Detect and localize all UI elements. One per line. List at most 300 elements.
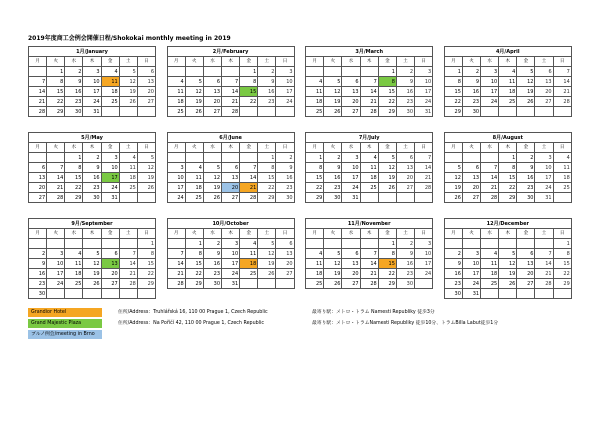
weekday-header: 日 xyxy=(276,229,294,239)
day-cell: 1 xyxy=(65,153,83,163)
day-cell: 8 xyxy=(499,163,517,173)
day-cell: 20 xyxy=(203,97,221,107)
weekday-header: 日 xyxy=(276,57,294,67)
day-cell: 25 xyxy=(167,107,185,117)
day-cell: 23 xyxy=(517,183,535,193)
day-cell: 8 xyxy=(553,249,571,259)
month-calendar xyxy=(444,218,572,299)
day-cell: 5 xyxy=(119,67,137,77)
day-cell: 21 xyxy=(415,173,433,183)
weekday-header: 木 xyxy=(499,57,517,67)
day-cell: 6 xyxy=(342,249,360,259)
day-cell: 18 xyxy=(499,87,517,97)
day-cell: 6 xyxy=(29,163,47,173)
day-cell: 3 xyxy=(276,67,294,77)
weekday-header: 木 xyxy=(499,229,517,239)
day-cell: 17 xyxy=(167,183,185,193)
month-calendar xyxy=(28,46,156,117)
day-cell: 4 xyxy=(119,153,137,163)
day-cell: 6 xyxy=(535,67,553,77)
day-cell: 9 xyxy=(203,249,221,259)
legend-address: 住所/Address：Truhlářská 16, 110 00 Prague 1, Czech Republic xyxy=(118,310,268,315)
weekday-header: 月 xyxy=(167,229,185,239)
day-cell: 4 xyxy=(240,239,258,249)
day-cell: 8 xyxy=(258,163,276,173)
weekday-header: 金 xyxy=(378,143,396,153)
day-cell: 1 xyxy=(378,239,396,249)
empty-cell xyxy=(499,289,517,299)
day-cell: 15 xyxy=(185,259,203,269)
weekday-header: 金 xyxy=(101,143,119,153)
day-cell: 20 xyxy=(29,183,47,193)
day-cell: 4 xyxy=(185,163,203,173)
page-title: 2019年度商工会例会開催日程/Shokokai monthly meeting in 2019 xyxy=(28,35,231,42)
month-calendar xyxy=(167,46,295,117)
day-cell: 22 xyxy=(240,97,258,107)
empty-cell xyxy=(137,107,155,117)
day-cell: 14 xyxy=(29,87,47,97)
day-cell: 15 xyxy=(306,173,324,183)
month-title: 10月/October xyxy=(167,219,294,229)
day-cell: 5 xyxy=(499,249,517,259)
empty-cell xyxy=(240,279,258,289)
day-cell: 22 xyxy=(378,269,396,279)
weekday-header: 月 xyxy=(444,143,462,153)
day-cell: 12 xyxy=(378,163,396,173)
legend-name: ブルノ例会/meeting in Brno xyxy=(31,332,95,337)
weekday-header: 月 xyxy=(306,57,324,67)
day-cell: 24 xyxy=(47,279,65,289)
day-cell: 21 xyxy=(553,87,571,97)
empty-cell xyxy=(240,153,258,163)
day-cell: 6 xyxy=(101,249,119,259)
weekday-header: 火 xyxy=(185,57,203,67)
day-cell: 5 xyxy=(137,153,155,163)
weekday-header: 土 xyxy=(258,57,276,67)
day-cell: 7 xyxy=(360,249,378,259)
weekday-header: 火 xyxy=(185,143,203,153)
empty-cell xyxy=(47,239,65,249)
month-calendar xyxy=(28,132,156,203)
legend-access: 最寄り駅：メトロ・トラム Namesti Republiky 徒歩3分 xyxy=(312,310,435,315)
day-cell: 9 xyxy=(444,259,462,269)
weekday-header: 木 xyxy=(222,229,240,239)
day-cell: 26 xyxy=(378,183,396,193)
day-cell: 27 xyxy=(342,107,360,117)
weekday-header: 木 xyxy=(360,57,378,67)
day-cell: 11 xyxy=(240,249,258,259)
month-title: 9月/September xyxy=(29,219,156,229)
day-cell: 14 xyxy=(535,259,553,269)
meeting-day-cell: 21 xyxy=(240,183,258,193)
month-calendar xyxy=(305,132,433,203)
weekday-header: 水 xyxy=(203,143,221,153)
legend-row xyxy=(28,318,572,329)
weekday-header: 金 xyxy=(101,229,119,239)
day-cell: 29 xyxy=(47,107,65,117)
month-title: 4月/April xyxy=(444,47,571,57)
weekday-header: 土 xyxy=(535,229,553,239)
day-cell: 14 xyxy=(360,259,378,269)
day-cell: 24 xyxy=(535,183,553,193)
day-cell: 6 xyxy=(517,249,535,259)
day-cell: 19 xyxy=(444,183,462,193)
day-cell: 7 xyxy=(29,77,47,87)
day-cell: 17 xyxy=(342,173,360,183)
weekday-header: 日 xyxy=(415,143,433,153)
day-cell: 1 xyxy=(553,239,571,249)
day-cell: 13 xyxy=(222,173,240,183)
empty-cell xyxy=(517,107,535,117)
day-cell: 31 xyxy=(535,193,553,203)
day-cell: 7 xyxy=(535,249,553,259)
day-cell: 23 xyxy=(396,97,414,107)
empty-cell xyxy=(83,289,101,299)
day-cell: 2 xyxy=(462,67,480,77)
day-cell: 25 xyxy=(119,183,137,193)
month-calendar xyxy=(167,132,295,203)
day-cell: 15 xyxy=(378,87,396,97)
day-cell: 16 xyxy=(65,87,83,97)
empty-cell xyxy=(481,153,499,163)
empty-cell xyxy=(481,107,499,117)
day-cell: 20 xyxy=(342,97,360,107)
day-cell: 29 xyxy=(378,279,396,289)
day-cell: 25 xyxy=(306,107,324,117)
day-cell: 3 xyxy=(415,67,433,77)
day-cell: 19 xyxy=(137,173,155,183)
day-cell: 14 xyxy=(481,173,499,183)
day-cell: 2 xyxy=(517,153,535,163)
month-title: 7月/July xyxy=(306,133,433,143)
day-cell: 28 xyxy=(167,279,185,289)
day-cell: 20 xyxy=(137,87,155,97)
day-cell: 3 xyxy=(342,153,360,163)
day-cell: 14 xyxy=(222,87,240,97)
weekday-header: 土 xyxy=(396,143,414,153)
day-cell: 29 xyxy=(553,279,571,289)
weekday-header: 金 xyxy=(378,57,396,67)
day-cell: 21 xyxy=(535,269,553,279)
empty-cell xyxy=(167,153,185,163)
day-cell: 26 xyxy=(499,279,517,289)
day-cell: 17 xyxy=(83,87,101,97)
day-cell: 29 xyxy=(444,107,462,117)
day-cell: 9 xyxy=(65,77,83,87)
day-cell: 14 xyxy=(553,77,571,87)
day-cell: 27 xyxy=(535,97,553,107)
day-cell: 6 xyxy=(222,163,240,173)
empty-cell xyxy=(29,239,47,249)
day-cell: 26 xyxy=(203,193,221,203)
day-cell: 22 xyxy=(378,97,396,107)
day-cell: 4 xyxy=(167,77,185,87)
day-cell: 19 xyxy=(499,269,517,279)
month-title: 12月/December xyxy=(444,219,571,229)
weekday-header: 日 xyxy=(553,229,571,239)
empty-cell xyxy=(535,239,553,249)
day-cell: 21 xyxy=(119,269,137,279)
day-cell: 28 xyxy=(222,107,240,117)
day-cell: 9 xyxy=(396,249,414,259)
day-cell: 20 xyxy=(396,173,414,183)
empty-cell xyxy=(415,279,433,289)
weekday-header: 火 xyxy=(462,229,480,239)
day-cell: 16 xyxy=(258,87,276,97)
day-cell: 23 xyxy=(258,97,276,107)
weekday-header: 金 xyxy=(517,229,535,239)
meeting-day-cell: 15 xyxy=(378,259,396,269)
day-cell: 19 xyxy=(378,173,396,183)
day-cell: 4 xyxy=(65,249,83,259)
empty-cell xyxy=(499,107,517,117)
empty-cell xyxy=(101,239,119,249)
empty-cell xyxy=(258,279,276,289)
day-cell: 7 xyxy=(553,67,571,77)
day-cell: 19 xyxy=(258,259,276,269)
day-cell: 11 xyxy=(65,259,83,269)
day-cell: 18 xyxy=(167,97,185,107)
month-title: 3月/March xyxy=(306,47,433,57)
day-cell: 24 xyxy=(222,269,240,279)
weekday-header: 金 xyxy=(101,57,119,67)
day-cell: 30 xyxy=(203,279,221,289)
day-cell: 24 xyxy=(342,183,360,193)
day-cell: 7 xyxy=(222,77,240,87)
weekday-header: 月 xyxy=(29,229,47,239)
day-cell: 9 xyxy=(462,77,480,87)
day-cell: 5 xyxy=(517,67,535,77)
day-cell: 22 xyxy=(47,97,65,107)
day-cell: 18 xyxy=(306,97,324,107)
empty-cell xyxy=(240,107,258,117)
weekday-header: 水 xyxy=(481,57,499,67)
day-cell: 17 xyxy=(222,259,240,269)
calendar-grid xyxy=(28,46,572,299)
day-cell: 14 xyxy=(240,173,258,183)
weekday-header: 火 xyxy=(47,143,65,153)
empty-cell xyxy=(203,153,221,163)
empty-cell xyxy=(47,153,65,163)
day-cell: 13 xyxy=(342,259,360,269)
day-cell: 13 xyxy=(342,87,360,97)
day-cell: 11 xyxy=(306,259,324,269)
day-cell: 2 xyxy=(29,249,47,259)
day-cell: 28 xyxy=(415,183,433,193)
day-cell: 13 xyxy=(535,77,553,87)
day-cell: 24 xyxy=(101,183,119,193)
day-cell: 27 xyxy=(203,107,221,117)
day-cell: 24 xyxy=(83,97,101,107)
weekday-header: 火 xyxy=(47,229,65,239)
empty-cell xyxy=(185,153,203,163)
day-cell: 9 xyxy=(83,163,101,173)
day-cell: 17 xyxy=(415,87,433,97)
weekday-header: 土 xyxy=(258,229,276,239)
day-cell: 25 xyxy=(240,269,258,279)
day-cell: 10 xyxy=(415,249,433,259)
day-cell: 15 xyxy=(444,87,462,97)
day-cell: 18 xyxy=(306,269,324,279)
day-cell: 31 xyxy=(462,289,480,299)
empty-cell xyxy=(65,289,83,299)
day-cell: 23 xyxy=(29,279,47,289)
day-cell: 31 xyxy=(415,107,433,117)
empty-cell xyxy=(119,193,137,203)
empty-cell xyxy=(119,107,137,117)
day-cell: 6 xyxy=(276,239,294,249)
day-cell: 16 xyxy=(83,173,101,183)
day-cell: 11 xyxy=(481,259,499,269)
empty-cell xyxy=(119,289,137,299)
empty-cell xyxy=(444,239,462,249)
day-cell: 19 xyxy=(324,269,342,279)
day-cell: 15 xyxy=(553,259,571,269)
day-cell: 18 xyxy=(185,183,203,193)
day-cell: 8 xyxy=(240,77,258,87)
meeting-day-cell: 15 xyxy=(240,87,258,97)
day-cell: 11 xyxy=(499,77,517,87)
day-cell: 25 xyxy=(553,183,571,193)
meeting-day-cell: 8 xyxy=(378,77,396,87)
day-cell: 22 xyxy=(444,97,462,107)
weekday-header: 月 xyxy=(167,57,185,67)
day-cell: 20 xyxy=(342,269,360,279)
weekday-header: 水 xyxy=(342,57,360,67)
month-title: 2月/February xyxy=(167,47,294,57)
weekday-header: 火 xyxy=(324,229,342,239)
day-cell: 1 xyxy=(240,67,258,77)
weekday-header: 水 xyxy=(481,143,499,153)
weekday-header: 土 xyxy=(396,229,414,239)
day-cell: 2 xyxy=(203,239,221,249)
day-cell: 12 xyxy=(119,77,137,87)
day-cell: 5 xyxy=(324,249,342,259)
meeting-day-cell: 11 xyxy=(101,77,119,87)
day-cell: 21 xyxy=(47,183,65,193)
day-cell: 31 xyxy=(101,193,119,203)
day-cell: 11 xyxy=(167,87,185,97)
day-cell: 12 xyxy=(185,87,203,97)
month-title: 1月/January xyxy=(29,47,156,57)
weekday-header: 火 xyxy=(324,57,342,67)
day-cell: 8 xyxy=(65,163,83,173)
day-cell: 28 xyxy=(119,279,137,289)
day-cell: 28 xyxy=(360,279,378,289)
day-cell: 26 xyxy=(258,269,276,279)
weekday-header: 日 xyxy=(553,57,571,67)
empty-cell xyxy=(29,67,47,77)
empty-cell xyxy=(481,289,499,299)
day-cell: 2 xyxy=(444,249,462,259)
day-cell: 31 xyxy=(222,279,240,289)
day-cell: 10 xyxy=(535,163,553,173)
empty-cell xyxy=(499,239,517,249)
day-cell: 20 xyxy=(535,87,553,97)
month-title: 11月/November xyxy=(306,219,433,229)
day-cell: 3 xyxy=(415,239,433,249)
empty-cell xyxy=(83,239,101,249)
day-cell: 27 xyxy=(276,269,294,279)
day-cell: 1 xyxy=(306,153,324,163)
weekday-header: 火 xyxy=(47,57,65,67)
day-cell: 19 xyxy=(517,87,535,97)
day-cell: 25 xyxy=(499,97,517,107)
day-cell: 10 xyxy=(342,163,360,173)
day-cell: 7 xyxy=(167,249,185,259)
day-cell: 28 xyxy=(360,107,378,117)
weekday-header: 月 xyxy=(29,143,47,153)
day-cell: 23 xyxy=(83,183,101,193)
legend-row xyxy=(28,307,572,318)
empty-cell xyxy=(306,67,324,77)
day-cell: 22 xyxy=(499,183,517,193)
day-cell: 9 xyxy=(258,77,276,87)
empty-cell xyxy=(396,193,414,203)
empty-cell xyxy=(553,289,571,299)
day-cell: 3 xyxy=(47,249,65,259)
day-cell: 26 xyxy=(517,97,535,107)
weekday-header: 日 xyxy=(276,143,294,153)
empty-cell xyxy=(137,193,155,203)
day-cell: 16 xyxy=(324,173,342,183)
empty-cell xyxy=(276,107,294,117)
day-cell: 6 xyxy=(137,67,155,77)
day-cell: 10 xyxy=(481,77,499,87)
legend-name: Grand Majestic Plaza xyxy=(31,321,82,326)
day-cell: 19 xyxy=(203,183,221,193)
day-cell: 17 xyxy=(535,173,553,183)
empty-cell xyxy=(360,67,378,77)
day-cell: 28 xyxy=(535,279,553,289)
day-cell: 13 xyxy=(517,259,535,269)
meeting-day-cell: 17 xyxy=(101,173,119,183)
day-cell: 20 xyxy=(462,183,480,193)
day-cell: 4 xyxy=(499,67,517,77)
month-calendar xyxy=(305,46,433,117)
empty-cell xyxy=(29,153,47,163)
day-cell: 21 xyxy=(29,97,47,107)
day-cell: 7 xyxy=(481,163,499,173)
month-title: 5月/May xyxy=(29,133,156,143)
empty-cell xyxy=(535,289,553,299)
day-cell: 13 xyxy=(137,77,155,87)
day-cell: 20 xyxy=(101,269,119,279)
weekday-header: 月 xyxy=(444,57,462,67)
day-cell: 18 xyxy=(481,269,499,279)
weekday-header: 日 xyxy=(137,143,155,153)
day-cell: 4 xyxy=(101,67,119,77)
day-cell: 22 xyxy=(185,269,203,279)
day-cell: 27 xyxy=(517,279,535,289)
day-cell: 22 xyxy=(137,269,155,279)
empty-cell xyxy=(101,107,119,117)
weekday-header: 金 xyxy=(240,229,258,239)
day-cell: 26 xyxy=(137,183,155,193)
day-cell: 30 xyxy=(396,107,414,117)
empty-cell xyxy=(535,107,553,117)
weekday-header: 日 xyxy=(415,57,433,67)
day-cell: 23 xyxy=(396,269,414,279)
day-cell: 5 xyxy=(258,239,276,249)
day-cell: 26 xyxy=(185,107,203,117)
empty-cell xyxy=(462,153,480,163)
day-cell: 8 xyxy=(137,249,155,259)
empty-cell xyxy=(553,107,571,117)
day-cell: 12 xyxy=(137,163,155,173)
empty-cell xyxy=(360,239,378,249)
empty-cell xyxy=(517,239,535,249)
